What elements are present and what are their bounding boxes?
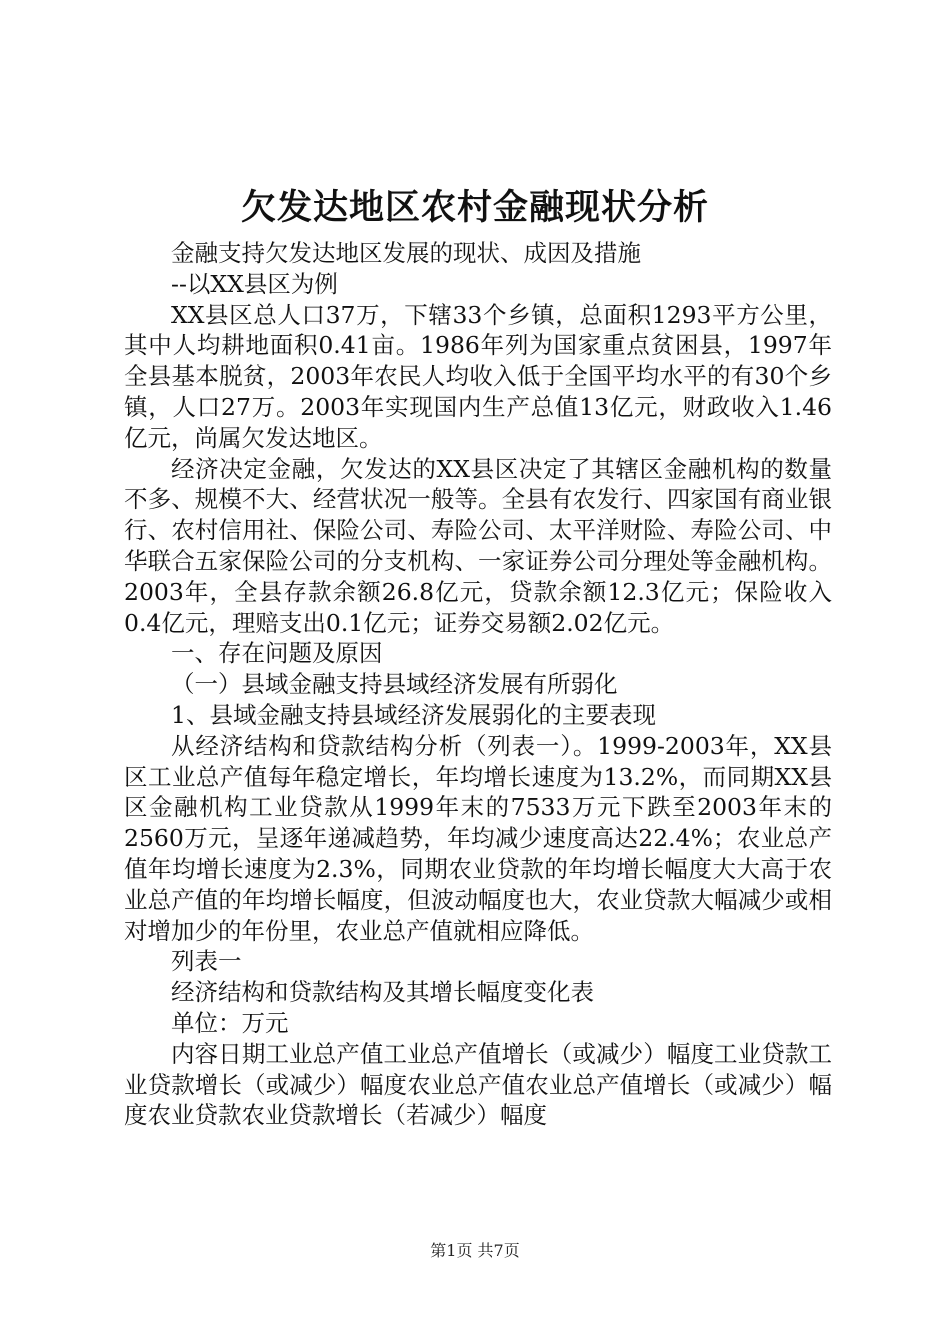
table-header-text: 内容日期工业总产值工业总产值增长（或减少）幅度工业贷款工业贷款增长（或减少）幅度农业总产值农业总产值增长（或减少）幅度农业贷款农业贷款增长（若减少）幅度: [124, 1039, 832, 1130]
point-heading-manifestation: 1、县域金融支持县域经济发展弱化的主要表现: [171, 700, 656, 729]
page-indicator: 第1页 共7页: [430, 1241, 520, 1260]
subsection-heading-weakening: （一）县域金融支持县域经济发展有所弱化: [171, 670, 618, 699]
table-label: 列表一: [171, 947, 242, 976]
structure-analysis-paragraph: 从经济结构和贷款结构分析（列表一）。1999-2003年，XX县区工业总产值每年稳定增长，年均增长速度为13.2%，而同期XX县区金融机构工业贷款从1999年末的7533万元下跌至2003年末的2560万元，呈逐年递减趋势，年均减少速度高达22.4%；农业总产值年均增长速度为2.3%，同期农业贷款的年均增长幅度大大高于农业总产值的年均增长幅度，但波动幅度也大，农业贷款大幅减少或相对增加少的年份里，农业总产值就相应降低。: [124, 731, 832, 945]
county-overview-paragraph: XX县区总人口37万，下辖33个乡镇，总面积1293平方公里，其中人均耕地面积0.41亩。1986年列为国家重点贫困县，1997年全县基本脱贫，2003年农民人均收入低于全国平均水平的有30个乡镇，人口27万。2003年实现国内生产总值13亿元，财政收入1.46亿元，尚属欠发达地区。: [124, 300, 832, 452]
table-unit: 单位：万元: [171, 1008, 289, 1037]
financial-institutions-paragraph: 经济决定金融，欠发达的XX县区决定了其辖区金融机构的数量不多、规模不大、经营状况一般等。全县有农发行、四家国有商业银行、农村信用社、保险公司、寿险公司、太平洋财险、寿险公司、中华联合五家保险公司的分支机构、一家证券公司分理处等金融机构。2003年，全县存款余额26.8亿元，贷款余额12.3亿元；保险收入0.4亿元，理赔支出0.1亿元；证券交易额2.02亿元。: [124, 454, 832, 637]
document-body: [124, 238, 832, 1131]
subtitle-example-paragraph: --以XX县区为例: [171, 269, 338, 298]
table-caption: 经济结构和贷款结构及其增长幅度变化表: [171, 978, 594, 1007]
subtitle-paragraph: 金融支持欠发达地区发展的现状、成因及措施: [171, 239, 641, 267]
document-title: 欠发达地区农村金融现状分析: [240, 187, 709, 228]
section-heading-problems: 一、存在问题及原因: [171, 639, 383, 668]
